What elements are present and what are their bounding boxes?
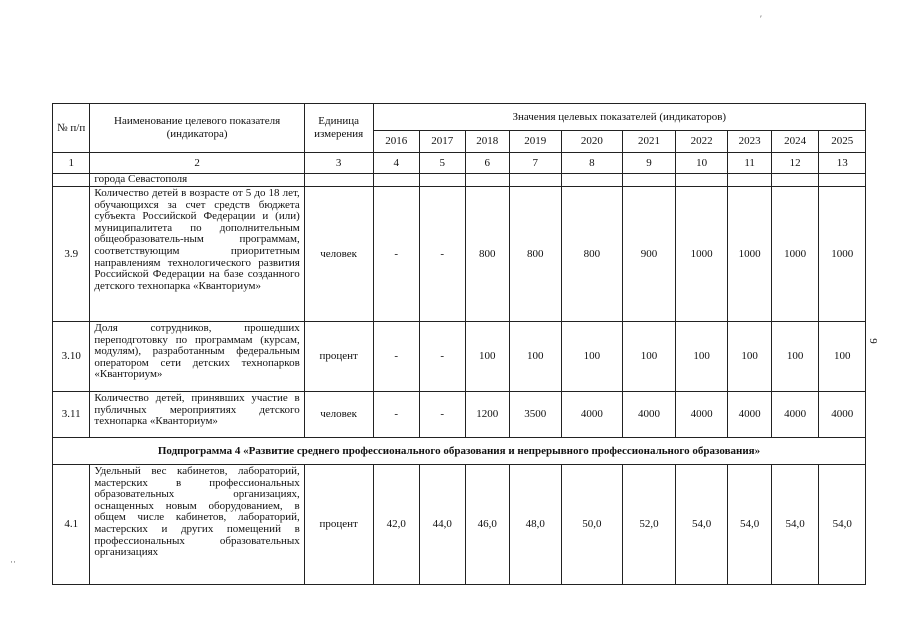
col-number: 8: [561, 153, 623, 174]
value-cell: 4000: [623, 392, 676, 438]
value-cell: -: [420, 392, 466, 438]
row-num: 4.1: [53, 465, 90, 585]
value-cell: 100: [623, 322, 676, 392]
value-cell: -: [373, 322, 420, 392]
value-cell: 1000: [771, 187, 819, 322]
row-unit: процент: [304, 322, 373, 392]
row-num: 3.10: [53, 322, 90, 392]
value-cell: 52,0: [623, 465, 676, 585]
value-cell: 46,0: [465, 465, 509, 585]
header-name: Наименование целевого показателя (индикатора): [90, 104, 304, 153]
scan-mark: ··: [10, 557, 16, 567]
row-unit: человек: [304, 187, 373, 322]
value-cell: 100: [819, 322, 866, 392]
col-number: 2: [90, 153, 304, 174]
subprogram-row: [53, 438, 866, 465]
value-cell: -: [373, 392, 420, 438]
row-name: Количество детей в возрасте от 5 до 18 лет, обучающихся за счет средств бюджета субъекта Российской Федерации и (или) муниципалитета по дополнительным общеобразователь-ным программам, соответствующим приоритетным направлениям технологического развития Российской Федерации на базе созданного детского технопарка «Кванториум»: [90, 187, 304, 322]
row-num: 3.9: [53, 187, 90, 322]
value-cell: 48,0: [510, 465, 562, 585]
value-cell: 50,0: [561, 465, 623, 585]
continuation-row: [53, 174, 866, 187]
value-cell: 100: [675, 322, 728, 392]
value-cell: 4000: [561, 392, 623, 438]
value-cell: 800: [510, 187, 562, 322]
year-cell: 2023: [728, 131, 771, 153]
value-cell: 1000: [728, 187, 771, 322]
value-cell: 4000: [819, 392, 866, 438]
value-cell: 800: [561, 187, 623, 322]
table-row: [53, 322, 866, 392]
value-cell: 1000: [675, 187, 728, 322]
row-name: Удельный вес кабинетов, лабораторий, мастерских в профессиональных образовательных организациях, оснащенных новым оборудованием, в общем числе кабинетов, лабораторий, мастерских и других помещений в профессиональных образовательных организациях: [90, 465, 304, 585]
year-cell: 2017: [420, 131, 466, 153]
value-cell: 54,0: [819, 465, 866, 585]
year-cell: 2025: [819, 131, 866, 153]
year-cell: 2021: [623, 131, 676, 153]
value-cell: 4000: [675, 392, 728, 438]
subprogram-title: Подпрограмма 4 «Развитие среднего профессионального образования и непрерывного профессионального образования»: [53, 438, 866, 465]
value-cell: 1000: [819, 187, 866, 322]
value-cell: 900: [623, 187, 676, 322]
value-cell: 54,0: [771, 465, 819, 585]
col-number: 6: [465, 153, 509, 174]
value-cell: 100: [771, 322, 819, 392]
indicators-table: [52, 103, 866, 585]
value-cell: -: [373, 187, 420, 322]
table-row: [53, 465, 866, 585]
row-unit: процент: [304, 465, 373, 585]
year-cell: 2019: [510, 131, 562, 153]
col-number: 7: [510, 153, 562, 174]
value-cell: 100: [728, 322, 771, 392]
continuation-text: города Севастополя: [90, 174, 304, 187]
column-numbers-row: [53, 153, 866, 174]
page-number: 9: [866, 338, 879, 344]
row-name: Доля сотрудников, прошедших переподготовку по программам (курсам, модулям), разработанным федеральным оператором сети детских технопарков «Кванториум»: [90, 322, 304, 392]
col-number: 4: [373, 153, 420, 174]
year-cell: 2022: [675, 131, 728, 153]
value-cell: 44,0: [420, 465, 466, 585]
col-number: 13: [819, 153, 866, 174]
header-unit: Единица измерения: [304, 104, 373, 153]
year-cell: 2018: [465, 131, 509, 153]
year-cell: 2024: [771, 131, 819, 153]
year-cell: 2020: [561, 131, 623, 153]
value-cell: 100: [561, 322, 623, 392]
col-number: 10: [675, 153, 728, 174]
table-row: [53, 392, 866, 438]
col-number: 5: [420, 153, 466, 174]
value-cell: 100: [510, 322, 562, 392]
header-row-1: [53, 104, 866, 131]
value-cell: 42,0: [373, 465, 420, 585]
scan-mark: ′: [760, 14, 762, 24]
table-row: [53, 187, 866, 322]
row-unit: человек: [304, 392, 373, 438]
value-cell: 54,0: [675, 465, 728, 585]
col-number: 3: [304, 153, 373, 174]
value-cell: 3500: [510, 392, 562, 438]
col-number: 11: [728, 153, 771, 174]
col-number: 12: [771, 153, 819, 174]
header-values: Значения целевых показателей (индикаторов): [373, 104, 865, 131]
col-number: 1: [53, 153, 90, 174]
value-cell: 4000: [728, 392, 771, 438]
value-cell: -: [420, 187, 466, 322]
col-number: 9: [623, 153, 676, 174]
value-cell: 1200: [465, 392, 509, 438]
row-name: Количество детей, принявших участие в публичных мероприятиях детского технопарка «Кванториум»: [90, 392, 304, 438]
value-cell: 100: [465, 322, 509, 392]
row-num: 3.11: [53, 392, 90, 438]
year-cell: 2016: [373, 131, 420, 153]
value-cell: 4000: [771, 392, 819, 438]
header-num: № п/п: [53, 104, 90, 153]
value-cell: -: [420, 322, 466, 392]
value-cell: 800: [465, 187, 509, 322]
value-cell: 54,0: [728, 465, 771, 585]
